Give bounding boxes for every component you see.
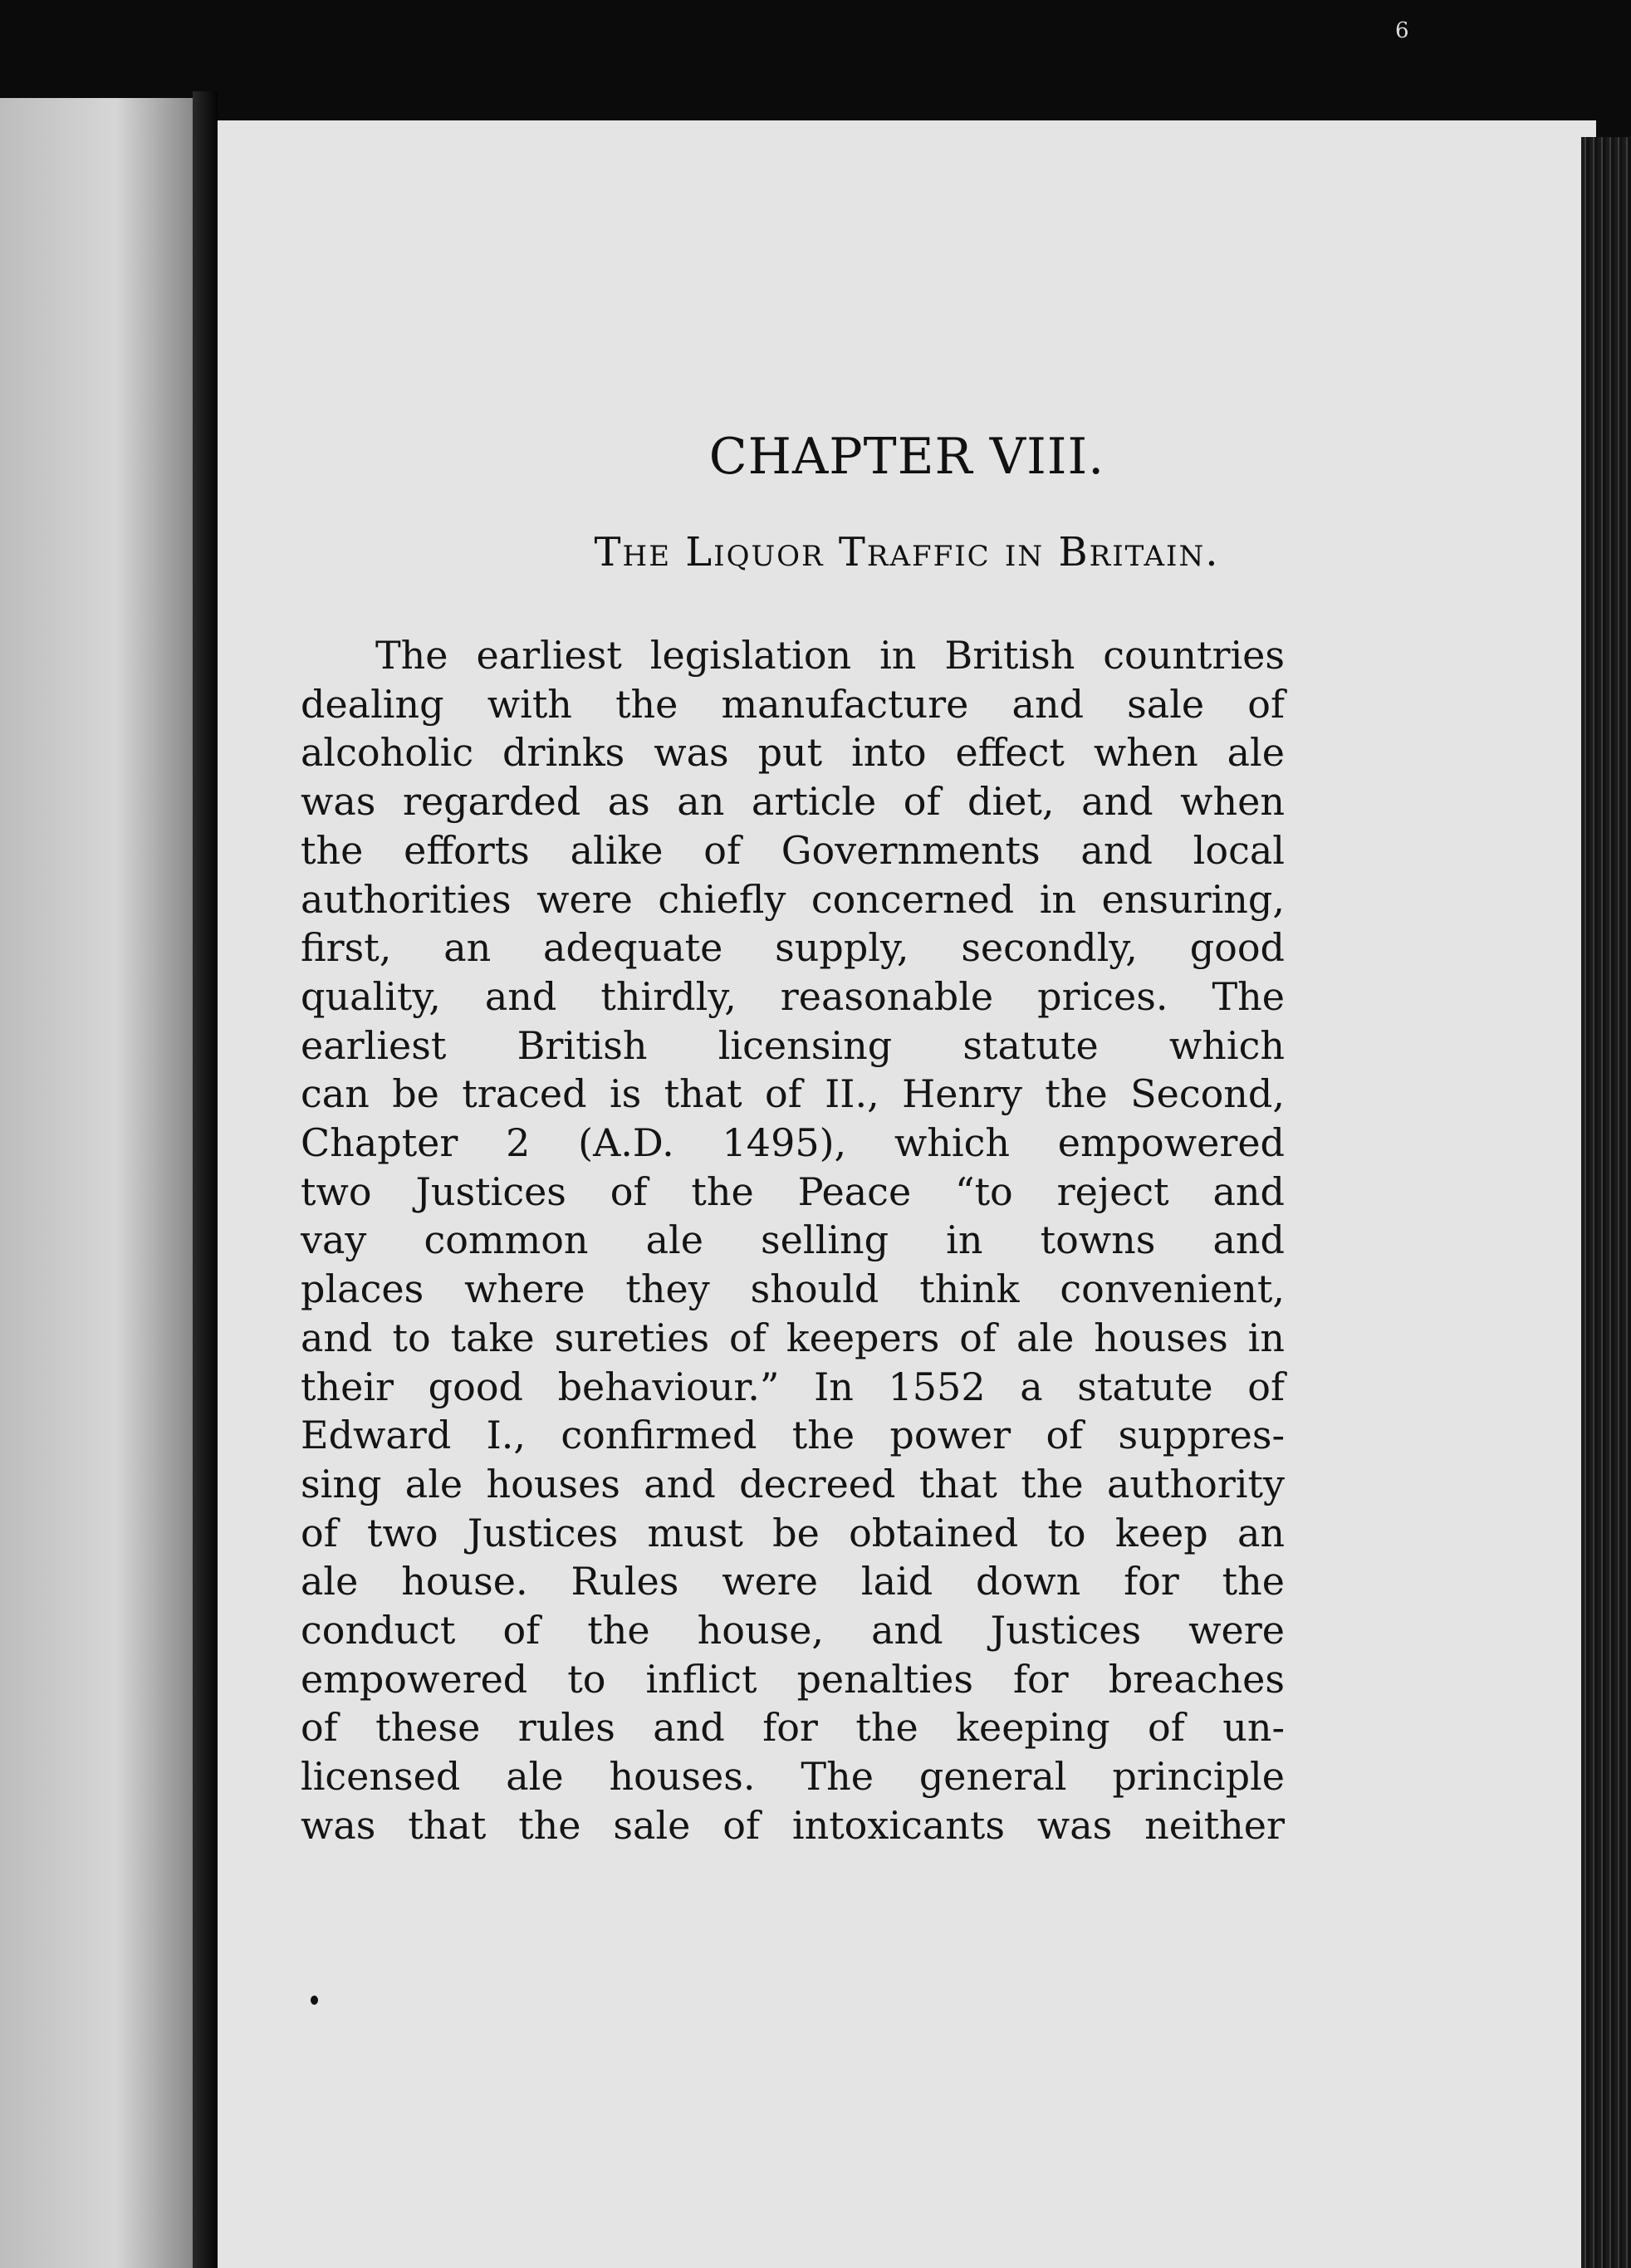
body-text (301, 631, 1285, 1850)
text-line: earliest British licensing statute which (301, 1022, 1285, 1068)
text-line: was that the sale of intoxicants was neither (301, 1802, 1285, 1848)
text-line: conduct of the house, and Justices were (301, 1608, 1285, 1653)
text-line: The earliest legislation in British countries (375, 633, 1285, 678)
text-line: was regarded as an article of diet, and when (301, 779, 1285, 825)
text-line: the efforts alike of Governments and local (301, 827, 1285, 873)
text-line: Chapter 2 (A.D. 1495), which empowered (301, 1120, 1285, 1166)
book-page (218, 120, 1596, 2268)
text-line: and to take sureties of keepers of ale houses in (301, 1315, 1285, 1360)
left-page-edge (0, 98, 193, 2268)
text-line: of two Justices must be obtained to keep an (301, 1510, 1285, 1555)
text-line: can be traced is that of II., Henry the Second, (301, 1071, 1285, 1117)
text-line: empowered to inflict penalties for breaches (301, 1656, 1285, 1702)
text-line: their good behaviour.” In 1552 a statute of (301, 1364, 1285, 1409)
top-mark: 6 (1395, 18, 1409, 43)
text-line: alcoholic drinks was put into effect when ale (301, 730, 1285, 776)
chapter-heading: CHAPTER VIII. (708, 428, 1105, 486)
text-line: licensed ale houses. The general principle (301, 1754, 1285, 1800)
text-line: first, an adequate supply, secondly, good (301, 925, 1285, 971)
text-line: authorities were chiefly concerned in ensuring, (301, 876, 1285, 922)
text-line: places where they should think convenient, (301, 1266, 1285, 1312)
text-line: Edward I., confirmed the power of suppres- (301, 1413, 1285, 1458)
text-line: sing ale houses and decreed that the authority (301, 1461, 1285, 1506)
chapter-subtitle: The Liquor Traffic in Britain. (594, 529, 1220, 576)
text-line: vay common ale selling in towns and (301, 1217, 1285, 1263)
text-line: dealing with the manufacture and sale of (301, 681, 1285, 727)
text-line: two Justices of the Peace “to reject and (301, 1168, 1285, 1214)
book-gutter (193, 91, 218, 2268)
ink-dot (311, 1996, 318, 2005)
right-page-edge (1581, 137, 1631, 2268)
text-line: of these rules and for the keeping of un- (301, 1705, 1285, 1751)
text-line: quality, and thirdly, reasonable prices. The (301, 973, 1285, 1019)
text-line: ale house. Rules were laid down for the (301, 1559, 1285, 1604)
